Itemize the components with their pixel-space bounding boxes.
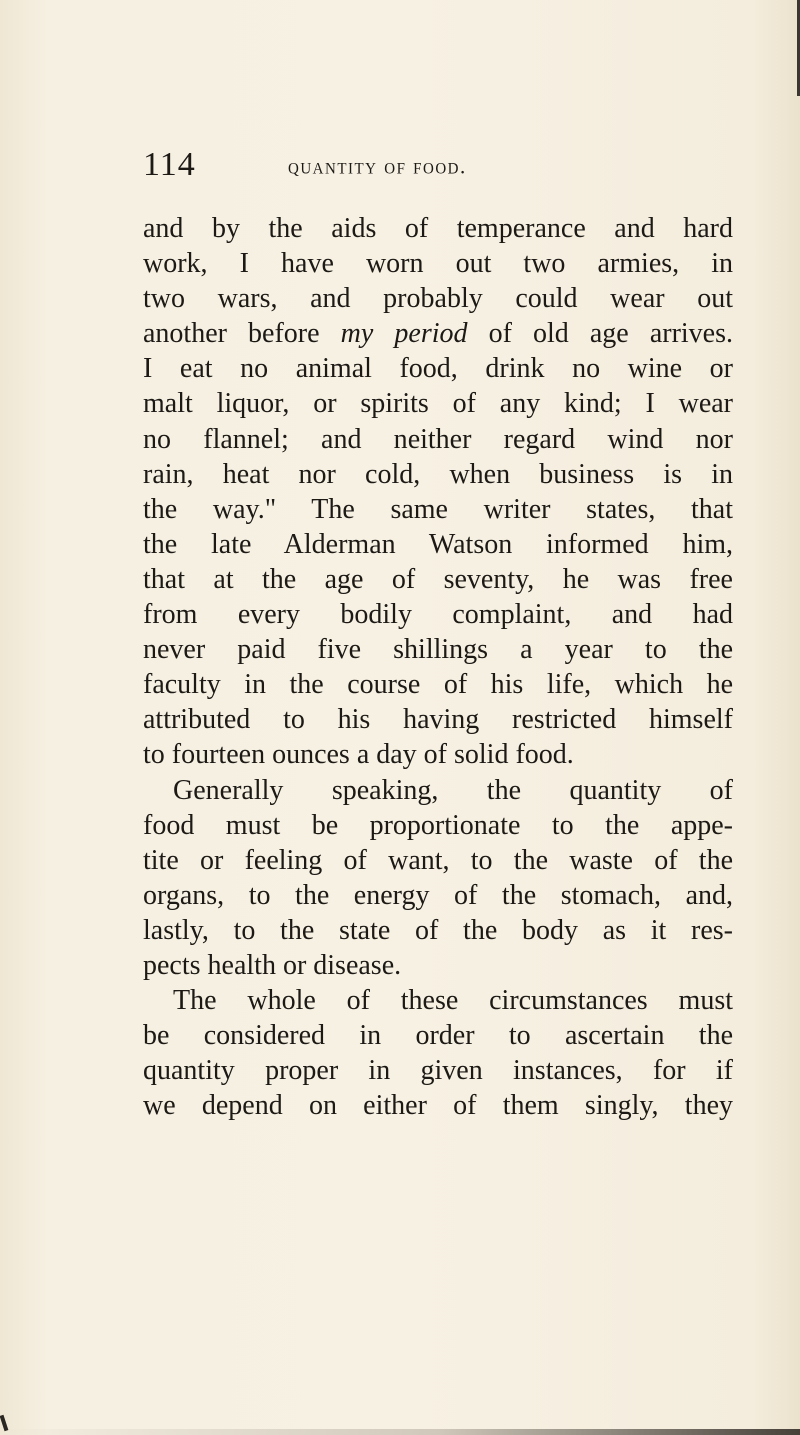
page-number: 114 <box>143 146 196 183</box>
text-line: the late Alderman Watson informed him, <box>143 528 733 560</box>
paragraph-end-line: pects health or disease. <box>143 949 402 981</box>
text-line: the way." The same writer states, that <box>143 493 733 525</box>
paragraph-start-line: The whole of these circumstances must <box>173 985 733 1017</box>
text-line: I eat no animal food, drink no wine or <box>143 353 733 385</box>
text-line: never paid five shillings a year to the <box>143 634 733 666</box>
bottom-page-edge <box>0 1429 800 1435</box>
text-line: quantity proper in given instances, for if <box>143 1055 733 1087</box>
running-head: quantity of food. <box>288 153 467 179</box>
text-line: malt liquor, or spirits of any kind; I wear <box>143 388 733 420</box>
text-line: no flannel; and neither regard wind nor <box>143 423 733 455</box>
paragraph-start-line: Generally speaking, the quantity of <box>173 774 733 806</box>
text-line: that at the age of seventy, he was free <box>143 563 733 595</box>
text-run: another before <box>143 318 341 350</box>
text-run: of old age arrives. <box>467 318 733 350</box>
text-line: from every bodily complaint, and had <box>143 599 733 631</box>
text-line: tite or feeling of want, to the waste of the <box>143 844 733 876</box>
text-line: and by the aids of temperance and hard <box>143 213 733 244</box>
text-line: we depend on either of them singly, they <box>143 1090 733 1122</box>
page-header <box>143 145 733 185</box>
text-line: rain, heat nor cold, when business is in <box>143 458 733 490</box>
text-line: attributed to his having restricted himself <box>143 704 733 736</box>
text-line: food must be proportionate to the appe- <box>143 809 733 841</box>
text-line: two wars, and probably could wear out <box>143 283 733 315</box>
text-line: lastly, to the state of the body as it res- <box>143 914 733 946</box>
body-text <box>143 211 733 1123</box>
text-line: organs, to the energy of the stomach, and, <box>143 879 733 911</box>
text-line: work, I have worn out two armies, in <box>143 248 733 280</box>
text-line: be considered in order to ascertain the <box>143 1020 733 1052</box>
text-line-with-italic <box>143 316 733 351</box>
paragraph-end-line: to fourteen ounces a day of solid food. <box>143 739 574 771</box>
italic-phrase: my period <box>340 318 468 350</box>
text-line: faculty in the course of his life, which he <box>143 669 733 701</box>
